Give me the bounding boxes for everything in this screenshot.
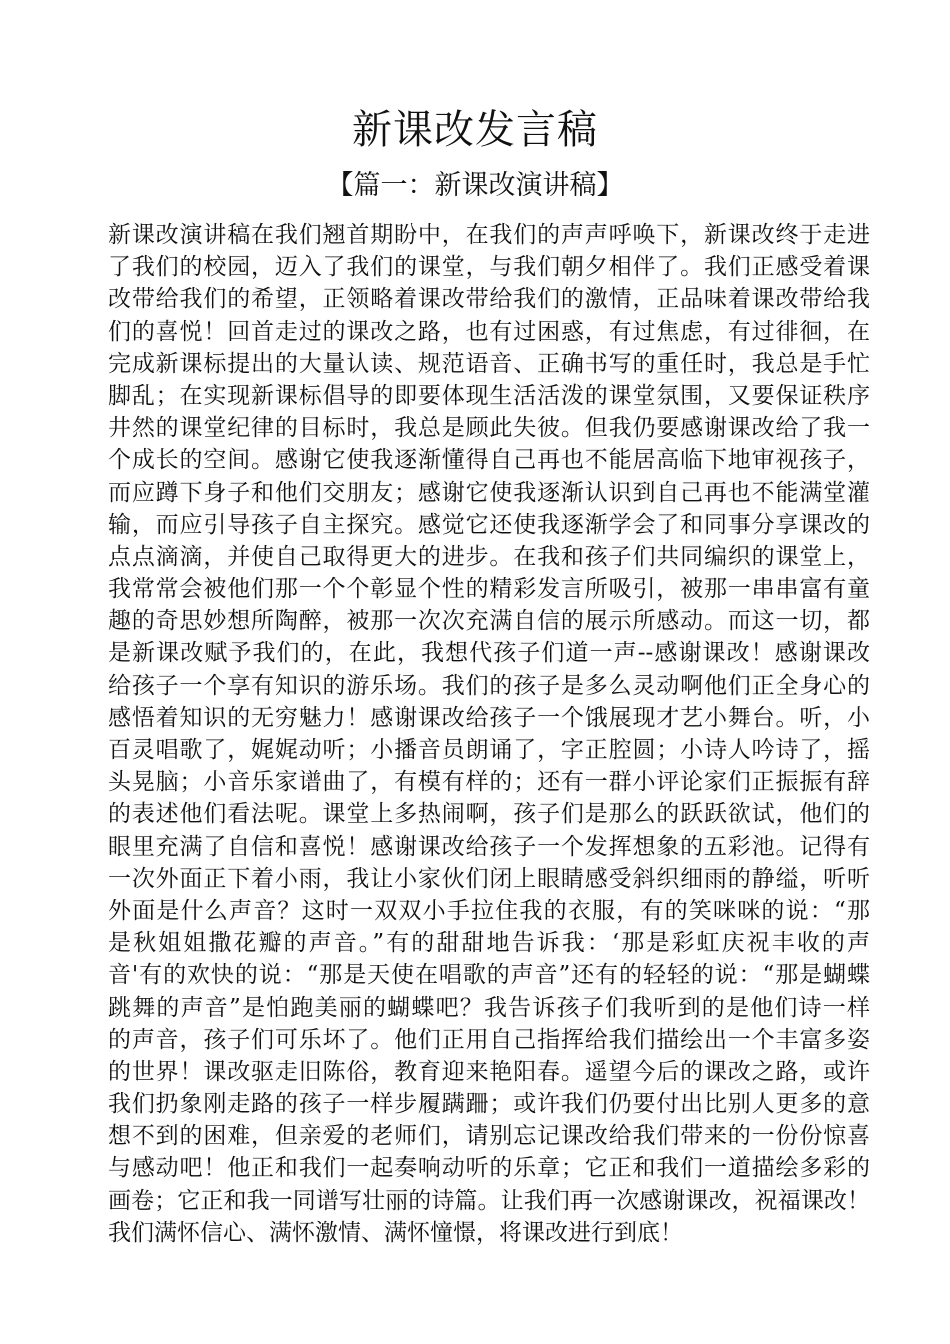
body-line: 们的喜悦！回首走过的课改之路，也有过困惑，有过焦虑，有过徘徊，在 — [108, 318, 870, 345]
body-line: 感悟着知识的无穷魅力！感谢课改给孩子一个饿展现才艺小舞台。听，小 — [108, 704, 870, 731]
document-title: 新课改发言稿 — [352, 107, 598, 153]
body-line: 百灵唱歌了，娓娓动听；小播音员朗诵了，字正腔圆；小诗人吟诗了，摇 — [108, 737, 870, 763]
body-line: 趣的奇思妙想所陶醉，被那一次次充满自信的展示所感动。而这一切，都 — [108, 608, 870, 635]
body-line: 一次外面正下着小雨，我让小家伙们闭上眼睛感受斜织细雨的静缢，听听 — [108, 865, 870, 892]
body-line: 我常常会被他们那一个个彰显个性的精彩发言所吸引，被那一串串富有童 — [108, 576, 870, 603]
body-line: 脚乱；在实现新课标倡导的即要体现生活活泼的课堂氛围，又要保证秩序 — [108, 382, 870, 409]
body-line: 的声音，孩子们可乐坏了。他们正用自己指挥给我们描绘出一个丰富多姿 — [108, 1026, 870, 1053]
body-line: 我们满怀信心、满怀激情、满怀憧憬，将课改进行到底！ — [108, 1219, 683, 1246]
body-line: 我们扔象刚走路的孩子一样步履蹒跚；或许我们仍要付出比别人更多的意 — [108, 1091, 870, 1118]
body-line: 的世界！课改驱走旧陈俗，教育迎来艳阳春。遥望今后的课改之路，或许 — [108, 1058, 870, 1085]
body-line: 的表述他们看法呢。课堂上多热闹啊，孩子们是那么的跃跃欲试，他们的 — [108, 801, 870, 828]
body-line: 井然的课堂纪律的目标时，我总是顾此失彼。但我仍要感谢课改给了我一 — [108, 415, 870, 442]
body-line: 音'有的欢快的说：“那是天使在唱歌的声音”还有的轻轻的说：“那是蝴蝶 — [108, 962, 870, 989]
body-line: 是秋姐姐撒花瓣的声音。”有的甜甜地告诉我：‘那是彩虹庆祝丰收的声 — [108, 930, 870, 957]
body-line: 想不到的困难，但亲爱的老师们，请别忘记课改给我们带来的一份份惊喜 — [108, 1123, 870, 1150]
body-line: 完成新课标提出的大量认读、规范语音、正确书写的重任时，我总是手忙 — [108, 350, 870, 377]
body-line: 眼里充满了自信和喜悦！感谢课改给孩子一个发挥想象的五彩池。记得有 — [108, 833, 870, 860]
body-line: 个成长的空间。感谢它使我逐渐懂得自己再也不能居高临下地审视孩子， — [108, 447, 870, 474]
body-line: 画卷；它正和我一同谱写壮丽的诗篇。让我们再一次感谢课改，祝福课改！ — [108, 1187, 870, 1214]
body-line: 外面是什么声音？这时一双双小手拉住我的衣服，有的笑咪咪的说：“那 — [108, 897, 870, 924]
body-line: 了我们的校园，迈入了我们的课堂，与我们朝夕相伴了。我们正感受着课 — [108, 254, 870, 281]
body-line: 给孩子一个享有知识的游乐场。我们的孩子是多么灵动啊他们正全身心的 — [108, 672, 870, 699]
document-body — [108, 219, 870, 1249]
body-line: 与感动吧！他正和我们一起奏响动听的乐章；它正和我们一道描绘多彩的 — [108, 1155, 870, 1182]
body-line: 跳舞的声音”是怕跑美丽的蝴蝶吧？我告诉孩子们我听到的是他们诗一样 — [108, 994, 870, 1021]
document-subtitle: 【篇一：新课改演讲稿】 — [326, 170, 624, 201]
body-line: 新课改演讲稿在我们翘首期盼中，在我们的声声呼唤下，新课改终于走进 — [108, 222, 870, 248]
body-line: 输，而应引导孩子自主探究。感觉它还使我逐渐学会了和同事分享课改的 — [108, 511, 870, 538]
body-line: 而应蹲下身子和他们交朋友；感谢它使我逐渐认识到自己再也不能满堂灌 — [108, 479, 870, 506]
body-line: 头晃脑；小音乐家谱曲了，有模有样的；还有一群小评论家们正振振有辞 — [108, 769, 870, 796]
body-line: 改带给我们的希望，正领略着课改带给我们的激情，正品味着课改带给我 — [108, 286, 870, 313]
body-line: 点点滴滴，并使自己取得更大的进步。在我和孩子们共同编织的课堂上， — [108, 543, 870, 570]
body-line: 是新课改赋予我们的，在此，我想代孩子们道一声--感谢课改！感谢课改 — [108, 640, 870, 667]
